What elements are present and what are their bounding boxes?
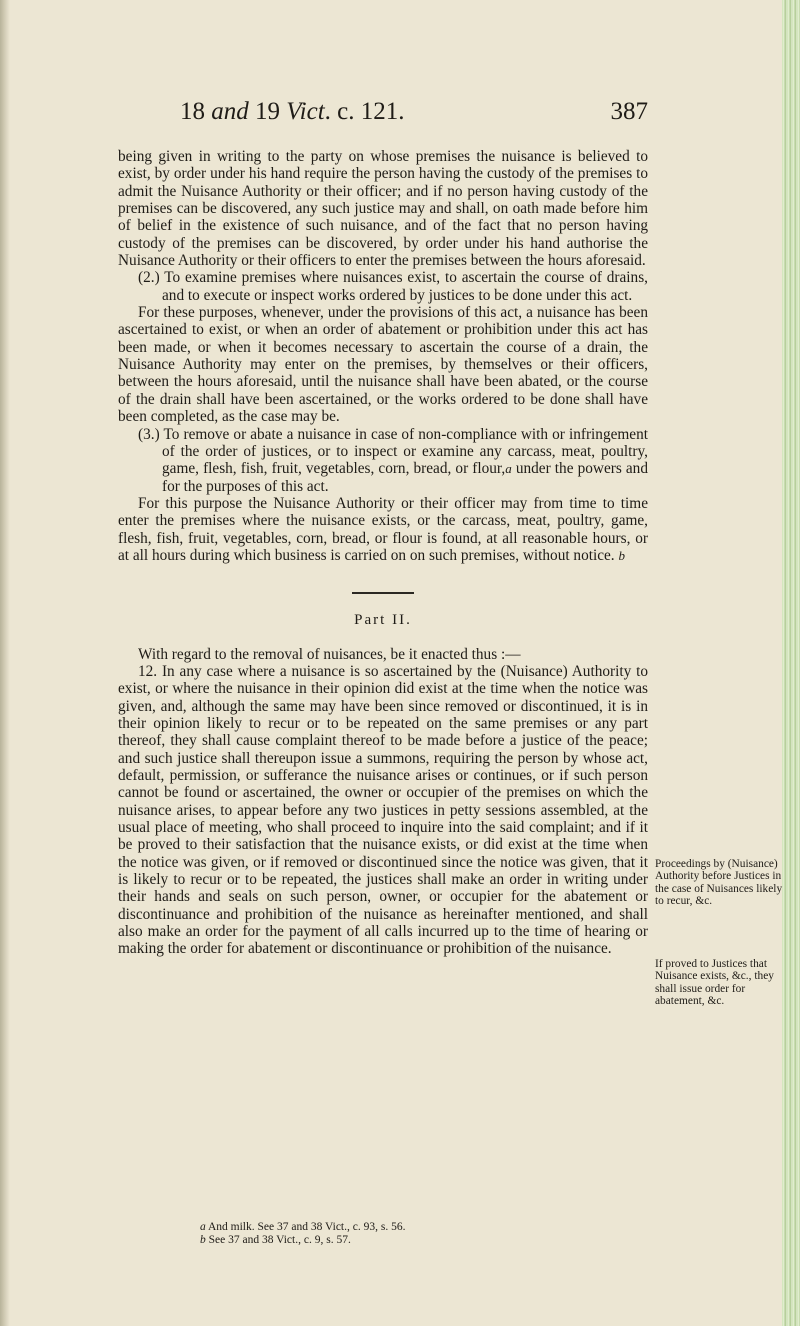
footnotes — [200, 1221, 640, 1246]
part-heading: Part II. — [354, 612, 412, 629]
section-divider — [352, 592, 414, 594]
item-2-paragraph: (2.) To examine premises where nuisances exist, to ascertain the course of drains, and to execute or inspect works ordered by justices to be done under this act. — [138, 269, 648, 304]
footnote-ref-a: a — [505, 461, 512, 477]
margin-note-if-proved: If proved to Justices that Nuisance exists, &c., they shall issue order for abatement, &c. — [655, 958, 774, 1008]
enactment-paragraph: With regard to the removal of nuisances, be it enacted thus :— — [138, 645, 521, 663]
item-3-paragraph: (3.) To remove or abate a nuisance in case of non-compliance with or infringement of the order of justices, or to inspect or examine any carcass, meat, poultry, game, flesh, fish, fruit, vegetables, corn, bread, or flour,a under the powers and for the purposes of this act. — [138, 425, 648, 495]
this-purpose-paragraph: For this purpose the Nuisance Authority or their officer may from time to time enter the premises where the nuisance exists, or the carcass, meat, poultry, game, flesh, fish, fruit, vegetables, corn, bread, or flour is found, at all reasonable hours, or at all hours during which business is carried on on such premises, without notice. b — [118, 494, 648, 564]
footnote-b: b See 37 and 38 Vict., c. 9, s. 57. — [200, 1233, 351, 1246]
book-binding-shadow — [0, 0, 10, 1326]
running-head-title: 18 and 19 Vict. c. 121. — [180, 98, 405, 125]
continuation-paragraph: being given in writing to the party on whose premises the nuisance is believed to exist, by order under his hand require the person having the custody of the premises to admit the Nuisance Authority or their officer; and if no person having custody of the premises can be discovered, any such justice may and shall, on oath made before him of belief in the existence of such nuisance, and of the fact that no person having custody of the premises can be discovered, by order under his hand authorise the Nuisance Authority or their officers to enter the premises between the hours aforesaid. — [118, 148, 648, 270]
section-12-paragraph: 12. In any case where a nuisance is so ascertained by the (Nuisance) Authority to exist, or where the nuisance in their opinion did exist at the time when the notice was given, and, although the same may have been since removed or discontinued, it is in their opinion likely to recur or to be repeated on the same premises or any part thereof, they shall cause complaint thereof to be made before a justice of the peace; and such justice shall thereupon issue a summons, requiring the person by whose act, default, permission, or sufferance the nuisance arises or continues, or if such person cannot be found or ascertained, the owner or occupier of the premises on which the nuisance arises, to appear before any two justices in petty sessions assembled, at the usual place of meeting, who shall proceed to inquire into the said complaint; and if it be proved to their satisfaction that the nuisance exists, or did exist at the time when the notice was given, or if removed or discontinued since the notice was given, that it is likely to recur or to be repeated, the justices shall make an order in writing under their hands and seals on such person, owner, or occupier for the abatement or discontinuance and prohibition of the nuisance as hereinafter mentioned, and shall also make an order for the payment of all calls incurred up to the time of hearing or making the order for abatement or discontinuance or prohibition of the nuisance. — [118, 662, 648, 958]
page-fore-edge — [782, 0, 800, 1326]
running-head — [180, 98, 648, 132]
these-purposes-paragraph: For these purposes, whenever, under the provisions of this act, a nuisance has been ascertained to exist, or when an order of abatement or prohibition under this act has been made, or when it becomes necessary to ascertain the course of a drain, the Nuisance Authority may enter on the premises, by themselves or their officers, between the hours aforesaid, until the nuisance shall have been abated, or the course of the drain shall have been ascertained, or the works ordered to be done shall have been completed, as the case may be. — [118, 304, 648, 426]
footnote-ref-b: b — [618, 547, 625, 563]
footnote-a: a And milk. See 37 and 38 Vict., c. 93, s. 56. — [200, 1221, 406, 1233]
main-text — [118, 148, 648, 958]
page-number: 387 — [610, 98, 648, 125]
margin-note-proceedings: Proceedings by (Nuisance) Authority before Justices in the case of Nuisances likely to recur, &c. — [655, 858, 783, 908]
